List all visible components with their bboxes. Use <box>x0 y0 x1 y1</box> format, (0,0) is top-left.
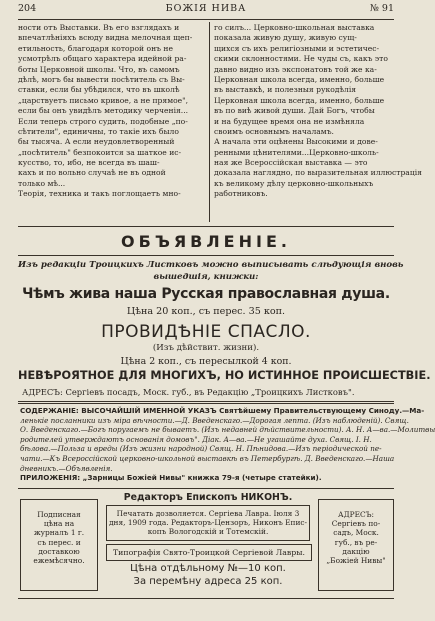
subscription-line: цѣна на <box>43 519 75 529</box>
subscription-line: ежемѣсячно. <box>33 556 85 566</box>
address-line: дакцію <box>342 546 370 556</box>
address-line: губ., въ ре- <box>334 537 378 547</box>
text-line: бы тысяча. А если неудовлетворенный <box>18 137 175 147</box>
subscription-line: журналъ 1 г. <box>33 528 85 538</box>
text-line: ставки, если бы убѣдился, что въ школѣ <box>18 85 180 95</box>
text-line: показала живую душу, живую сущ- <box>214 33 357 43</box>
announcement-address: АДРЕСЪ: Сергіевъ посадъ, Моск. губ., въ Редакцію „Троицкихъ Листковъ". <box>22 387 355 397</box>
text-line: ренными цѣнителями...Церковно-школь- <box>214 147 379 157</box>
contents-line: СОДЕРЖАНІЕ: ВЫСОЧАЙШІЙ ИМЕННОЙ УКАЗЪ Святѣйшему Правительствующему Синоду.—Ма- <box>20 406 425 415</box>
book-title-1: Чѣмъ жива наша Русская православная душа. <box>22 286 390 302</box>
contents-line: родителей утверждаютъ основанія домовъ". Діак. А—ва.—Не угашайте духа. Свящ. І. Н. <box>20 434 372 444</box>
contents-line: чати.—Къ Всероссійской церковно-школьной выставкѣ въ Петербургѣ. Д. Введенскаго.—Наша <box>20 453 395 463</box>
single-issue-price: Цѣна отдѣльному №—10 коп. <box>130 563 286 574</box>
address-line: „Божіей Нивы" <box>326 556 386 566</box>
text-line: кусство, то, ибо, не всегда въ шаш- <box>18 158 160 168</box>
book-title-2: ПРОВИДѢНІЕ СПАСЛО. <box>101 322 311 342</box>
text-line: боты Церковной школы. Что, въ самомъ <box>18 64 180 74</box>
announcement-intro: Изъ редакціи Троицкихъ Листковъ можно выписывать слѣдующія вновь <box>18 260 404 270</box>
address-line: Сергіевъ по- <box>331 519 381 529</box>
censor-line: копъ Вологодскій и Тотемскій. <box>147 527 269 537</box>
editor-line: Редакторъ Епископъ НИКОНЪ. <box>123 492 293 503</box>
text-line: етильность, благодаря которой онъ не <box>18 43 173 53</box>
right-column <box>214 23 422 200</box>
contents-line: дневникъ.—Объявленія. <box>20 463 113 473</box>
page-number: 204 <box>18 3 37 14</box>
text-line: работниковъ. <box>214 189 268 199</box>
footer-rule-top <box>18 488 394 489</box>
text-line: скими склонностями. Не чуды съ, какъ это <box>214 54 388 64</box>
text-line: въ выставкѣ, и полезныя рукодѣлія <box>214 85 357 95</box>
footer-rule-bottom <box>18 598 394 599</box>
text-line: доказала наглядно, по выразительная иллюстрація <box>214 168 422 178</box>
issue-number: № 91 <box>369 3 394 14</box>
text-line: „царствуетъ письмо кривое, а не прямое", <box>18 95 189 105</box>
contents-rule-top-2 <box>18 403 394 404</box>
contents-line: ленькіе посланники изъ міра вѣчности.—Д. Введенскаго.—Дорогая лепта. (Изъ наблюденій). Свящ. <box>20 415 409 425</box>
text-line: впечатлѣніяхъ всюду видна мелочная щеп- <box>18 33 193 43</box>
text-line: Теорія, техника и такъ поглощаетъ мно- <box>18 189 181 199</box>
printer-line: Типографія Свято-Троицкой Сергіевой Лавры. <box>112 548 305 557</box>
book-price-2: Цѣна 2 коп., съ пересылкой 4 коп. <box>120 356 292 367</box>
text-line: дѣлѣ, могъ бы вывести посѣтитель съ Вы- <box>18 74 185 84</box>
contents-line: бѣлова.—Польза и вреды (Изъ жизни народной) Свящ. Н. Пѣнидова.—Изъ періодической пе- <box>20 444 382 454</box>
censor-line: дня, 1909 года. Редакторъ-Цензоръ, Никонъ Епис- <box>108 518 308 528</box>
text-line: и на будущее время она не измѣняла <box>214 116 365 126</box>
text-line: „посѣтитель" безпокоится за шаткое ис- <box>18 147 182 157</box>
text-line: ности отъ Выставки. Въ его взглядахъ и <box>18 23 180 32</box>
printer-box <box>106 544 312 561</box>
text-line: А начала эти оцѣнены Высокими и дове- <box>214 137 378 147</box>
text-line: го силъ... Церковно-школьная выставка <box>214 23 375 32</box>
section-rule-top <box>18 226 394 227</box>
text-line: Если теперь строго судить, подобные „по- <box>18 116 188 126</box>
header-rule <box>18 19 394 20</box>
text-line: въ по виѣ живой души. Дай Богъ, чтобы <box>214 106 375 116</box>
subscription-line: съ перес. и <box>37 537 81 547</box>
censor-box <box>106 505 310 541</box>
address-line: АДРЕСЪ: <box>338 510 374 519</box>
text-line: Церковная школа всегда, именно, больше <box>214 95 385 105</box>
address-line: садъ, Моск. <box>333 528 379 538</box>
censor-line: Печатать дозволяется. Сергіева Лавра. Іюля 3 <box>116 509 300 518</box>
running-header <box>18 3 394 17</box>
announcement-intro-2: вышедшія, книжки: <box>153 272 259 282</box>
book-price-1: Цѣна 20 коп., съ перес. 35 коп. <box>126 306 286 317</box>
announcement-title: ОБЪЯВЛЕНІЕ. <box>121 232 291 251</box>
text-line: Церковная школа всегда, именно, больше <box>214 74 385 84</box>
address-change-price: За перемѣну адреса 25 коп. <box>133 576 283 587</box>
text-line: усмотрѣлъ общаго характера идейной ра- <box>18 54 187 64</box>
text-line: сѣтители", единичны, то такіе ихъ было <box>18 126 179 136</box>
contents-appendix: ПРИЛОЖЕНІЯ: „Зарницы Божіей Нивы" книжка 79-я (четыре статейки). <box>20 473 322 483</box>
subscription-line: доставкою <box>38 546 80 556</box>
book-title-3: НЕВѢРОЯТНОЕ ДЛЯ МНОГИХЪ, НО ИСТИННОЕ ПРОИСШЕСТВІЕ. <box>18 369 431 382</box>
text-line: щихся съ ихъ религіозными и эстетичес- <box>214 43 380 53</box>
contents-block <box>20 406 435 483</box>
book-subtitle-2: (Изъ дѣйствит. жизни). <box>152 343 260 353</box>
column-divider <box>209 22 210 222</box>
text-line: если бы онъ увидѣлъ методику черченія... <box>18 106 189 116</box>
address-box <box>318 499 394 591</box>
text-line: кахъ и по вольно случаѣ не въ одной <box>18 168 166 178</box>
journal-title: БОЖІЯ НИВА <box>165 3 247 14</box>
text-line: давно видно изъ экспонатовъ той же ка- <box>214 64 377 74</box>
contents-rule-top <box>18 401 394 402</box>
subscription-box <box>20 499 98 591</box>
text-line: ная же Всероссійская выставка — это <box>214 158 368 168</box>
text-line: своимъ основнымъ началамъ. <box>214 126 334 136</box>
text-line: къ великому дѣлу церковно-школьныхъ <box>214 178 374 188</box>
text-line: только мѣ... <box>18 178 66 188</box>
announcement-rule <box>18 255 394 256</box>
contents-line: О. Введенскаго.—Богъ поругаемъ не бываетъ. (Изъ недавней дѣйствительности). А. Н. А—ва.—Молитвы <box>20 425 435 435</box>
subscription-line: Подписная <box>37 510 81 519</box>
left-column <box>18 23 204 200</box>
